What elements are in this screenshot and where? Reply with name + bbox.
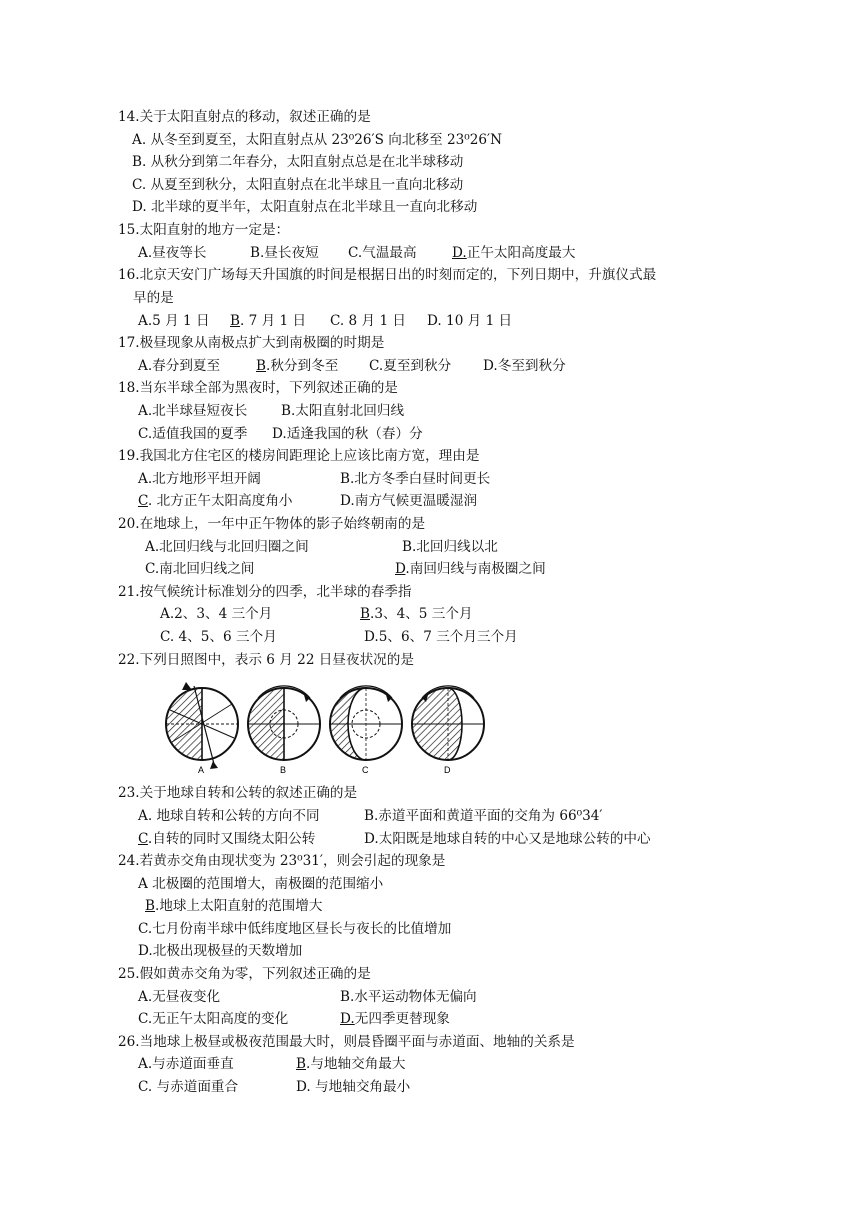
q25-option-b: B.水平运动物体无偏向 [340,989,477,1005]
q20-option-d [395,560,546,578]
q23-option-c-text: .自转的同时又围绕太阳公转 [147,831,316,847]
globe-d [412,686,484,760]
q25-option-d-text: 无四季更替现象 [354,1011,450,1027]
q16-option-b-text: . 7 月 1 日 [240,313,307,329]
q24-option-b-text: .地球上太阳直射的范围增大 [155,898,323,914]
q26-option-c: C. 与赤道面重合 [138,1079,239,1095]
q16-option-a: A.5 月 1 日 [138,313,210,329]
q20-stem: 20.在地球上，一年中正午物体的影子始终朝南的是 [118,516,426,532]
q15-option-a: A.昼夜等长 [138,245,207,261]
q15-option-d-text: 正午太阳高度最大 [466,245,576,261]
answer-mark: D [395,561,406,577]
q21-option-d: D.5、6、7 三个月三个月 [364,629,518,645]
q23-option-c [138,830,315,848]
q26-option-b-text: .与地轴交角最大 [306,1056,406,1072]
q24-option-b [145,897,322,915]
q20-option-d-text: .南回归线与南极圈之间 [405,561,546,577]
answer-mark: C [138,831,148,847]
q19-stem: 19.我国北方住宅区的楼房间距理论上应该比南方宽，理由是 [118,448,480,464]
answer-mark: B [145,898,155,914]
q24-option-c: C.七月份南半球中低纬度地区昼长与夜长的比值增加 [138,921,452,937]
q24-option-d: D.北极出现极昼的天数增加 [138,943,303,959]
q20-option-b: B.北回归线以北 [402,539,498,555]
answer-mark: B [296,1056,306,1072]
q25-option-a: A.无昼夜变化 [138,989,221,1005]
q18-option-c: C.适值我国的夏季 [138,426,248,442]
answer-mark: D. [340,1011,355,1027]
q17-stem: 17.极昼现象从南极点扩大到南极圈的时期是 [118,335,385,351]
answer-mark: B [360,606,370,622]
q23-option-a: A. 地球自转和公转的方向不同 [138,808,320,824]
q25-stem: 25.假如黄赤交角为零，下列叙述正确的是 [118,966,371,982]
q20-option-c: C.南北回归线之间 [145,561,255,577]
q14-option-b: B. 从秋分到第二年春分，太阳直射点总是在北半球移动 [132,154,464,170]
figure-label-b: B [280,765,287,775]
q17-option-b [256,357,338,375]
q16-option-d: D. 10 月 1 日 [427,313,513,329]
q21-option-b-text: .3、4、5 三个月 [370,606,473,622]
q21-stem: 21.按气候统计标准划分的四季，北半球的春季指 [118,584,412,600]
q21-option-b [360,605,473,623]
q18-option-d: D.适逢我国的秋（春）分 [272,426,423,442]
q24-stem: 24.若黄赤交角由现状变为 23⁰31′，则会引起的现象是 [118,853,446,869]
q17-option-d: D.冬至到秋分 [483,358,566,374]
q26-stem: 26.当地球上极昼或极夜范围最大时，则晨昏圈平面与赤道面、地轴的关系是 [118,1034,575,1050]
figure-label-a: A [198,765,205,775]
q14-option-d: D. 北半球的夏半年，太阳直射点在北半球且一直向北移动 [132,199,478,215]
answer-mark: B [230,313,240,329]
q23-option-b: B.赤道平面和黄道平面的交角为 66⁰34′ [364,808,603,824]
q26-option-d: D. 与地轴交角最小 [296,1079,411,1095]
q16-stem-cont: 早的是 [133,290,174,306]
q16-option-c: C. 8 月 1 日 [330,313,407,329]
q19-option-a: A.北方地形平坦开阔 [138,471,261,487]
q19-option-c [138,492,293,510]
q23-stem: 23.关于地球自转和公转的叙述正确的是 [118,785,358,801]
q21-option-a: A.2、3、4 三个月 [160,606,273,622]
q22-stem: 22.下列日照图中，表示 6 月 22 日昼夜状况的是 [118,652,414,668]
q25-option-c: C.无正午太阳高度的变化 [138,1011,289,1027]
answer-mark: D. [452,245,467,261]
q21-option-c: C. 4、5、6 三个月 [160,629,277,645]
q23-option-d: D.太阳既是地球自转的中心又是地球公转的中心 [364,831,651,847]
q17-option-b-text: .秋分到冬至 [266,358,339,374]
globe-a [166,682,238,769]
q19-option-c-text: . 北方正午太阳高度角小 [147,493,293,509]
q18-stem: 18.当东半球全部为黑夜时，下列叙述正确的是 [118,380,398,396]
q14-option-a: A. 从冬至到夏至，太阳直射点从 23⁰26′S 向北移至 23⁰26′N [132,132,502,148]
answer-mark: C [138,493,148,509]
q14-option-c: C. 从夏至到秋分，太阳直射点在北半球且一直向北移动 [132,177,464,193]
q15-option-c: C.气温最高 [348,245,417,261]
q24-option-a: A 北极圈的范围增大，南极圈的范围缩小 [138,876,384,892]
q20-option-a: A.北回归线与北回归圈之间 [145,539,309,555]
q17-option-a: A.春分到夏至 [138,358,221,374]
figure-label-d: D [444,765,451,775]
q17-option-c: C.夏至到秋分 [369,358,452,374]
q14-stem: 14.关于太阳直射点的移动，叙述正确的是 [118,109,371,125]
q18-option-b: B.太阳直射北回归线 [281,403,405,419]
q16-option-b [230,312,306,330]
illumination-diagrams [158,678,498,776]
q25-option-d [340,1010,450,1028]
q18-option-a: A.北半球昼短夜长 [138,403,248,419]
globe-c [330,686,402,760]
globe-b [248,686,320,760]
q26-option-b [296,1055,405,1073]
q16-stem: 16.北京天安门广场每天升国旗的时间是根据日出的时刻而定的，下列日期中，升旗仪式最 [118,267,657,283]
q15-option-b: B.昼长夜短 [250,245,319,261]
q19-option-d: D.南方气候更温暖湿润 [340,493,478,509]
q26-option-a: A.与赤道面垂直 [138,1056,234,1072]
q15-option-d [452,244,576,262]
figure-label-c: C [362,765,369,775]
q15-stem: 15.太阳直射的地方一定是： [118,222,290,238]
answer-mark: B [256,358,266,374]
q19-option-b: B.北方冬季白昼时间更长 [340,471,491,487]
